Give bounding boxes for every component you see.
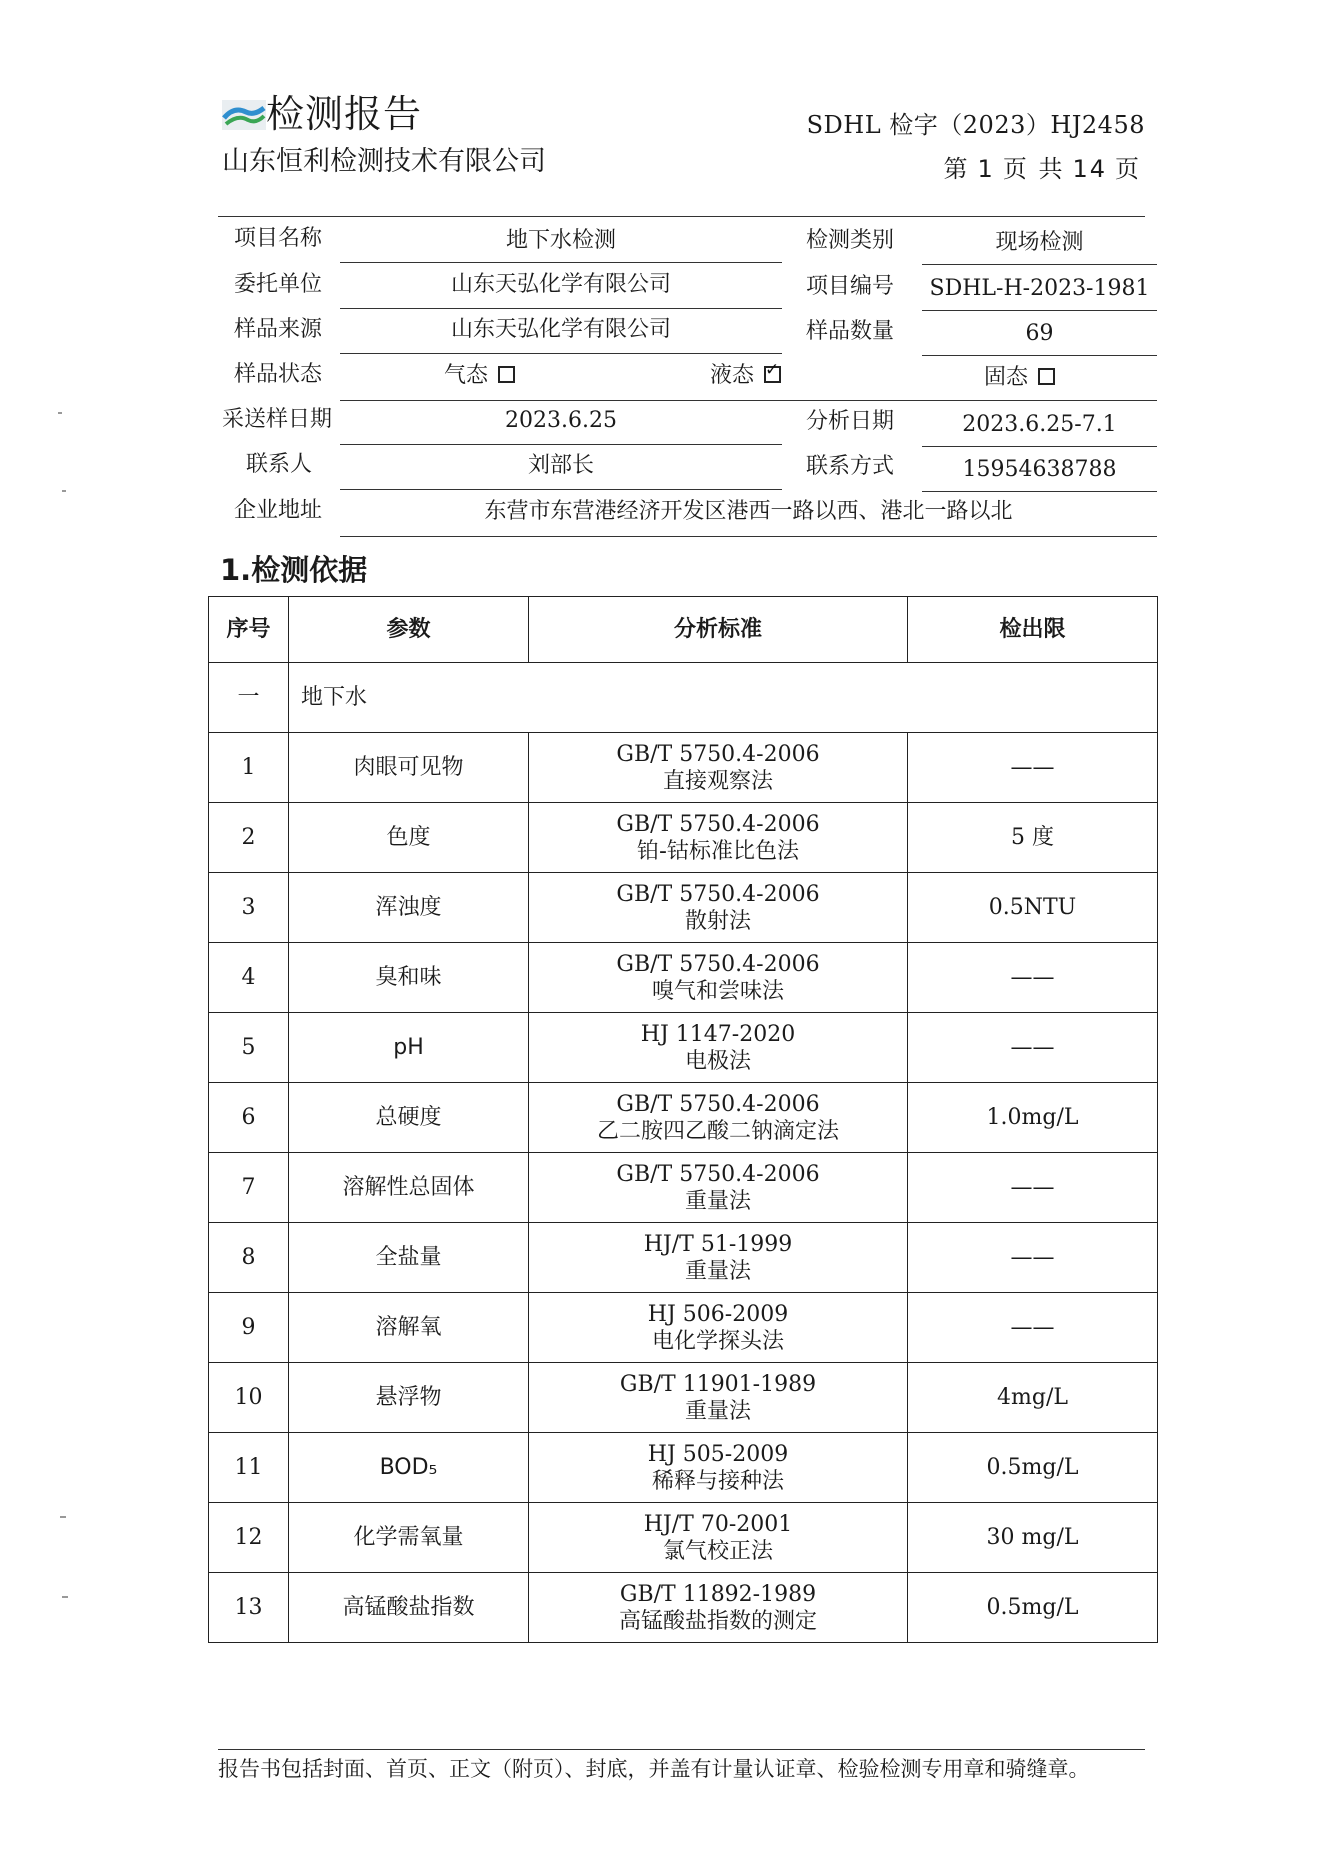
row-param: 浑浊度 [289, 873, 529, 943]
row-no: 12 [209, 1503, 289, 1573]
row-no: 11 [209, 1433, 289, 1503]
standard-code: HJ/T 70-2001 [643, 1511, 793, 1537]
row-limit: —— [908, 1013, 1158, 1083]
standard-method: 散射法 [684, 908, 751, 934]
scan-speck [58, 412, 62, 414]
row-param: 肉眼可见物 [289, 733, 529, 803]
page-total: 14 [1072, 155, 1107, 183]
footer-note: 报告书包括封面、首页、正文（附页）、封底，并盖有计量认证章、检验检测专用章和骑缝章。 [218, 1757, 1090, 1781]
sample-count-value: 69 [1025, 321, 1054, 346]
table-row [209, 803, 1158, 873]
project-no-label: 项目编号 [806, 274, 895, 299]
underline [922, 491, 1157, 492]
group-no: 一 [209, 663, 289, 733]
table-row [209, 943, 1158, 1013]
standard-code: HJ/T 51-1999 [643, 1231, 793, 1257]
row-standard [529, 803, 908, 873]
solid-checkbox-icon [1038, 368, 1055, 385]
sampling-date-label: 采送样日期 [222, 407, 333, 432]
table-row [209, 1083, 1158, 1153]
row-limit: —— [908, 1153, 1158, 1223]
state-gas: 气态 [444, 361, 515, 391]
row-param: BOD₅ [289, 1433, 529, 1503]
standard-code: GB/T 5750.4-2006 [616, 1091, 820, 1117]
sample-count-label: 样品数量 [806, 319, 895, 344]
standard-method: 电化学探头法 [651, 1328, 784, 1354]
address-value: 东营市东营港经济开发区港西一路以西、港北一路以北 [484, 499, 1013, 524]
address-label: 企业地址 [234, 498, 323, 523]
standard-code: GB/T 5750.4-2006 [616, 881, 820, 907]
liquid-checkbox-icon [764, 366, 781, 383]
underline [340, 489, 782, 490]
contact-method-label: 联系方式 [806, 454, 895, 479]
row-limit: 0.5mg/L [908, 1573, 1158, 1643]
row-standard [529, 1433, 908, 1503]
company-logo-icon [222, 100, 266, 130]
row-standard [529, 1293, 908, 1363]
standard-method: 重量法 [684, 1258, 751, 1284]
report-number: SDHL 检字（2023）HJ2458 [806, 111, 1145, 139]
row-param: pH [289, 1013, 529, 1083]
row-no: 7 [209, 1153, 289, 1223]
row-param: 臭和味 [289, 943, 529, 1013]
header-standard: 分析标准 [529, 597, 908, 663]
table-header-row [209, 597, 1158, 663]
row-standard [529, 1083, 908, 1153]
analysis-date-value: 2023.6.25-7.1 [962, 412, 1117, 437]
header-divider [218, 216, 1145, 217]
table-row [209, 1013, 1158, 1083]
state-liquid: 液态✓ [710, 361, 781, 391]
standard-method: 嗅气和尝味法 [651, 978, 784, 1004]
row-standard [529, 733, 908, 803]
header-limit: 检出限 [908, 597, 1158, 663]
standard-method: 高锰酸盐指数的测定 [618, 1608, 817, 1634]
test-type-value: 现场检测 [995, 230, 1084, 255]
sampling-date-value: 2023.6.25 [505, 408, 617, 433]
table-row [209, 733, 1158, 803]
section-heading: 1.检测依据 [220, 553, 368, 587]
underline [340, 308, 782, 309]
scan-speck [62, 490, 66, 492]
underline [340, 262, 782, 263]
row-standard [529, 873, 908, 943]
table-row [209, 1433, 1158, 1503]
project-name-value: 地下水检测 [505, 228, 616, 253]
underline [340, 444, 782, 445]
standard-code: GB/T 11892-1989 [619, 1581, 817, 1607]
row-limit: 0.5mg/L [908, 1433, 1158, 1503]
standard-method: 电极法 [684, 1048, 751, 1074]
table-row [209, 1503, 1158, 1573]
report-title: 检测报告 [266, 92, 423, 136]
row-limit: 1.0mg/L [908, 1083, 1158, 1153]
standard-method: 重量法 [684, 1188, 751, 1214]
row-no: 6 [209, 1083, 289, 1153]
sample-state-label: 样品状态 [234, 362, 323, 387]
project-no-value: SDHL-H-2023-1981 [929, 276, 1150, 301]
standard-method: 乙二胺四乙酸二钠滴定法 [596, 1118, 839, 1144]
underline [922, 310, 1157, 311]
row-standard [529, 1363, 908, 1433]
header-no: 序号 [209, 597, 289, 663]
page-current: 1 [977, 155, 995, 183]
row-no: 5 [209, 1013, 289, 1083]
row-standard [529, 1573, 908, 1643]
row-no: 8 [209, 1223, 289, 1293]
standard-code: GB/T 5750.4-2006 [616, 741, 820, 767]
row-standard [529, 1013, 908, 1083]
row-param: 高锰酸盐指数 [289, 1573, 529, 1643]
row-no: 3 [209, 873, 289, 943]
standard-method: 稀释与接种法 [651, 1468, 784, 1494]
sample-source-label: 样品来源 [234, 317, 323, 342]
gas-checkbox-icon [498, 366, 515, 383]
standard-code: GB/T 5750.4-2006 [616, 951, 820, 977]
table-row [209, 1153, 1158, 1223]
row-standard [529, 943, 908, 1013]
footer-divider [218, 1749, 1145, 1750]
page-mid: 页 共 [1002, 155, 1065, 183]
scan-speck [62, 1596, 68, 1598]
standard-method: 直接观察法 [662, 768, 773, 794]
standard-method: 氯气校正法 [662, 1538, 773, 1564]
standard-code: HJ 506-2009 [647, 1301, 789, 1327]
client-label: 委托单位 [234, 272, 323, 297]
test-type-label: 检测类别 [806, 228, 895, 253]
standard-code: HJ 505-2009 [647, 1441, 789, 1467]
standard-method: 铂-钴标准比色法 [637, 838, 799, 864]
analysis-date-label: 分析日期 [806, 409, 895, 434]
row-limit: 30 mg/L [908, 1503, 1158, 1573]
standard-code: HJ 1147-2020 [640, 1021, 796, 1047]
contact-value: 刘部长 [527, 453, 594, 478]
contact-method-value: 15954638788 [962, 457, 1117, 482]
company-name: 山东恒利检测技术有限公司 [222, 146, 546, 177]
row-standard [529, 1153, 908, 1223]
page-prefix: 第 [943, 155, 970, 183]
header-param: 参数 [289, 597, 529, 663]
row-standard [529, 1503, 908, 1573]
row-param: 色度 [289, 803, 529, 873]
row-param: 溶解氧 [289, 1293, 529, 1363]
row-no: 2 [209, 803, 289, 873]
row-standard [529, 1223, 908, 1293]
row-no: 4 [209, 943, 289, 1013]
row-param: 全盐量 [289, 1223, 529, 1293]
row-limit: 0.5NTU [908, 873, 1158, 943]
standard-code: GB/T 5750.4-2006 [616, 1161, 820, 1187]
row-param: 溶解性总固体 [289, 1153, 529, 1223]
sample-source-value: 山东天弘化学有限公司 [450, 317, 671, 342]
table-row [209, 1223, 1158, 1293]
detection-basis-table [208, 596, 1158, 1643]
contact-label: 联系人 [246, 452, 313, 477]
table-row [209, 1293, 1158, 1363]
row-no: 1 [209, 733, 289, 803]
row-param: 总硬度 [289, 1083, 529, 1153]
client-value: 山东天弘化学有限公司 [450, 272, 671, 297]
scan-speck [60, 1516, 66, 1518]
row-no: 10 [209, 1363, 289, 1433]
group-row [209, 663, 1158, 733]
table-row [209, 1363, 1158, 1433]
row-limit: —— [908, 1293, 1158, 1363]
row-no: 9 [209, 1293, 289, 1363]
underline [922, 264, 1157, 265]
underline [340, 400, 1157, 401]
row-limit: 4mg/L [908, 1363, 1158, 1433]
row-param: 悬浮物 [289, 1363, 529, 1433]
project-name-label: 项目名称 [234, 226, 323, 251]
row-limit: —— [908, 733, 1158, 803]
underline [922, 446, 1157, 447]
group-name: 地下水 [289, 663, 1158, 733]
table-row [209, 873, 1158, 943]
standard-code: GB/T 11901-1989 [619, 1371, 817, 1397]
row-limit: —— [908, 1223, 1158, 1293]
table-row [209, 1573, 1158, 1643]
underline [922, 355, 1157, 356]
standard-method: 重量法 [684, 1398, 751, 1424]
row-param: 化学需氧量 [289, 1503, 529, 1573]
row-no: 13 [209, 1573, 289, 1643]
row-limit: —— [908, 943, 1158, 1013]
page-suffix: 页 [1115, 155, 1141, 183]
state-solid: 固态 [984, 363, 1055, 393]
page-indicator [940, 154, 1145, 184]
underline [340, 536, 1157, 537]
underline [340, 353, 782, 354]
row-limit: 5 度 [908, 803, 1158, 873]
standard-code: GB/T 5750.4-2006 [616, 811, 820, 837]
